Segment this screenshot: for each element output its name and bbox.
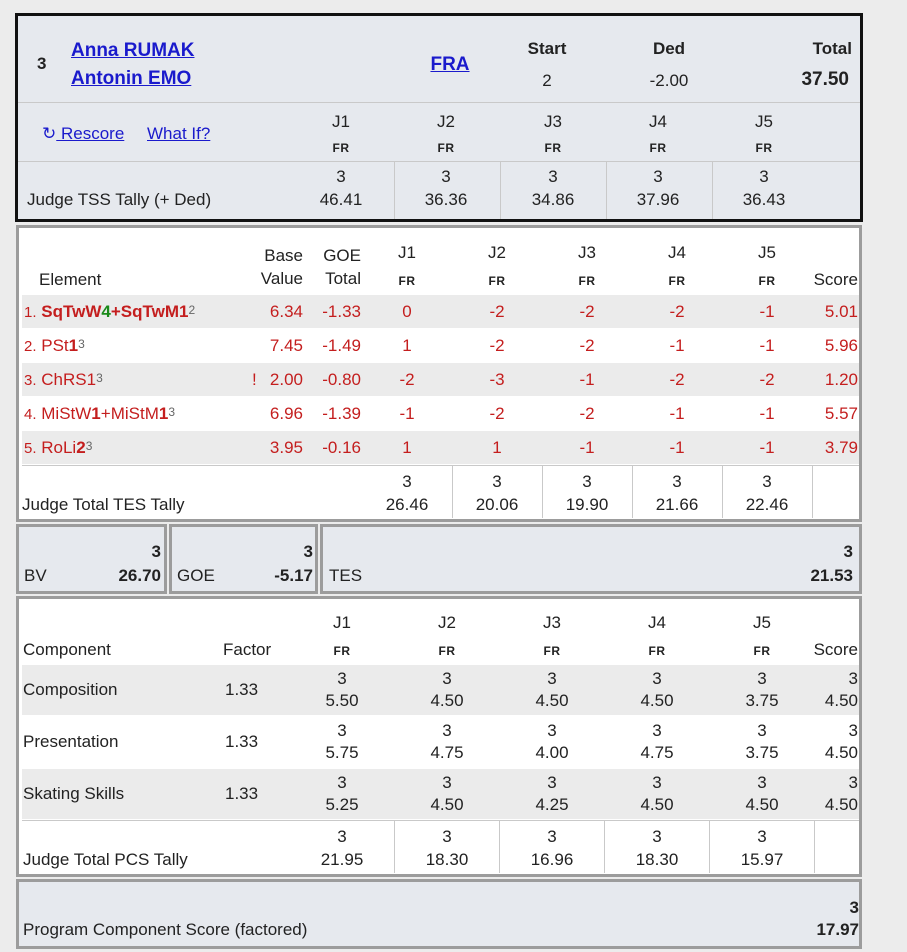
score-count: 3 [848,721,858,740]
element-code-part: RoLi [41,438,77,457]
judge-name: J4 [668,243,686,262]
element-code-part: 2 [76,438,86,457]
judge-goe: -2 [669,370,685,389]
judge-goe: 0 [402,302,412,321]
judge-goe: -1 [579,370,595,389]
judge-name: J1 [333,613,351,632]
pcs-value: 15.97 [740,850,784,869]
components-table [16,596,862,877]
judge-nation: FR [437,141,455,155]
divider [18,161,860,162]
element-code-part: +MiStM [100,404,159,423]
judge-count: 3 [337,721,347,740]
tes-value: 20.06 [475,495,519,514]
tes-summary [320,524,862,594]
judge-goe: -2 [399,370,415,389]
tes-label: TES [329,566,363,585]
judge-nation: FR [488,274,506,288]
judge-count: 3 [337,773,347,792]
row-band [22,431,859,464]
pcs-footer-label: Program Component Score (factored) [23,920,308,939]
judge-count: 3 [652,669,662,688]
judge-count: 3 [442,721,452,740]
judge-name: J1 [332,112,350,131]
judge-mark: 4.50 [430,691,464,710]
pcs-footer-value: 17.97 [816,920,859,939]
judge-name: J3 [543,613,561,632]
judge-goe: 1 [402,438,412,457]
element-number: 1. [24,304,37,321]
goe-total: -1.39 [322,404,361,423]
judge-goe: -1 [759,438,775,457]
judge-name: J5 [755,112,773,131]
bv-value: 26.70 [118,566,161,585]
component-score: 4.50 [824,691,858,710]
score-count: 3 [848,669,858,688]
element-code-part: 1 [91,404,101,423]
start-label: Start [527,39,567,58]
tss-count: 3 [653,167,663,186]
column-header-goe: GOE [323,246,361,265]
judge-count: 3 [757,773,767,792]
element-number: 3. [24,372,37,389]
judge-count: 3 [547,721,557,740]
judge-mark: 4.25 [535,795,569,814]
judge-name: J3 [544,112,562,131]
tes-count: 3 [582,472,592,491]
component-score: 4.50 [824,795,858,814]
element-number: 2. [24,338,37,355]
goe-count: 3 [303,542,313,561]
element-name [24,438,92,459]
judge-goe: -1 [759,336,775,355]
base-value-summary [16,524,167,594]
tss-value: 36.43 [742,190,786,209]
elements-table [16,225,862,522]
pcs-count: 3 [442,827,452,846]
component-name: Presentation [23,732,119,751]
element-code-part: MiStW [41,404,92,423]
element-code-part: ChRS1 [41,370,97,389]
judge-goe: -2 [489,302,505,321]
divider [394,162,395,219]
judge-nation: FR [755,141,773,155]
base-value: 7.45 [269,336,303,355]
pcs-count: 3 [757,827,767,846]
pcs-tally-label: Judge Total PCS Tally [23,850,188,869]
nation-link[interactable]: FRA [430,54,470,75]
row-band [22,363,859,396]
column-header-score: Score [813,270,858,289]
pcs-footer-count: 3 [849,898,859,917]
element-number: 4. [24,406,37,423]
tes-value: 19.90 [565,495,609,514]
judge-name: J4 [649,112,667,131]
skater-header-panel [15,13,863,222]
element-code-part: PSt [41,336,69,355]
column-header-element: Element [39,270,102,289]
column-header-component: Component [23,640,111,659]
rescore-button[interactable] [42,124,124,144]
skater-2-link[interactable]: Antonin EMO [71,68,192,89]
judge-goe: -3 [489,370,505,389]
judge-nation: FR [333,644,351,658]
element-number: 5. [24,440,37,457]
divider [712,162,713,219]
tes-count: 3 [492,472,502,491]
element-footnote: 3 [85,439,93,453]
judge-goe: -2 [669,302,685,321]
divider [499,821,500,873]
tes-value: 22.46 [745,495,789,514]
judge-count: 3 [757,721,767,740]
element-name [24,336,85,357]
element-score: 5.01 [824,302,858,321]
tss-value: 36.36 [424,190,468,209]
judge-nation: FR [649,141,667,155]
base-value: 6.34 [269,302,303,321]
judge-name: J4 [648,613,666,632]
divider [632,466,633,518]
goe-total: -0.80 [322,370,361,389]
tss-count: 3 [336,167,346,186]
total-label: Total [812,39,852,58]
divider [709,821,710,873]
judge-goe: -1 [669,336,685,355]
column-header-base: Value [260,269,303,288]
column-header-score: Score [813,640,858,659]
bv-count: 3 [151,542,161,561]
tss-value: 34.86 [531,190,575,209]
judge-goe: -1 [669,404,685,423]
divider [22,820,859,821]
tss-tally-label: Judge TSS Tally (+ Ded) [27,190,212,209]
judge-goe: 1 [402,336,412,355]
judge-name: J3 [578,243,596,262]
pcs-value: 16.96 [530,850,574,869]
program-component-score [16,879,862,949]
ded-label: Ded [652,39,686,58]
judge-mark: 5.25 [325,795,359,814]
judge-goe: -1 [759,404,775,423]
tes-value: 26.46 [385,495,429,514]
element-code-part: 1 [68,336,79,355]
divider [18,102,860,103]
divider [500,162,501,219]
judge-goe: -2 [489,336,505,355]
judge-nation: FR [753,644,771,658]
element-name [24,404,175,425]
base-value: 3.95 [269,438,303,457]
refresh-icon: ↻ [42,124,57,143]
goe-summary [169,524,318,594]
score-count: 3 [848,773,858,792]
element-code-part: 1 [158,404,169,423]
element-code-part: 4 [101,302,111,321]
base-value: 6.96 [269,404,303,423]
rank: 3 [37,54,47,73]
tss-value: 37.96 [636,190,680,209]
judge-mark: 4.50 [535,691,569,710]
divider [542,466,543,518]
judge-goe: -1 [579,438,595,457]
judge-count: 3 [652,721,662,740]
element-footnote: 3 [78,337,85,351]
judge-nation: FR [668,274,686,288]
judge-count: 3 [547,773,557,792]
judge-name: J1 [398,243,416,262]
element-score: 5.57 [824,404,858,423]
judge-mark: 4.75 [430,743,464,762]
element-code-part: SqTwW [41,302,102,321]
judge-goe: -2 [579,302,595,321]
component-name: Composition [23,680,118,699]
judge-nation: FR [544,141,562,155]
warning-flag: ! [252,370,257,389]
element-score: 1.20 [824,370,858,389]
judge-nation: FR [648,644,666,658]
element-code-part: +SqTwM [110,302,180,321]
goe-total: -1.33 [322,302,361,321]
judge-count: 3 [442,669,452,688]
judge-mark: 4.00 [535,743,569,762]
judge-nation: FR [578,274,596,288]
rescore-label: Rescore [60,124,125,143]
tss-count: 3 [759,167,769,186]
judge-goe: -2 [489,404,505,423]
divider [722,466,723,518]
judge-goe: -2 [579,404,595,423]
judge-goe: -1 [759,302,775,321]
judge-goe: -1 [399,404,415,423]
judge-goe: -2 [579,336,595,355]
element-code-part: 1 [179,302,189,321]
judge-mark: 4.50 [430,795,464,814]
divider [604,821,605,873]
judge-mark: 4.50 [640,795,674,814]
judge-mark: 5.50 [325,691,359,710]
element-footnote: 3 [96,371,103,385]
pcs-value: 21.95 [320,850,364,869]
judge-count: 3 [547,669,557,688]
judge-count: 3 [442,773,452,792]
judge-name: J5 [753,613,771,632]
component-factor: 1.33 [225,732,259,751]
judge-nation: FR [398,274,416,288]
pcs-count: 3 [547,827,557,846]
judge-mark: 4.50 [640,691,674,710]
ded-value: -2.00 [649,71,689,90]
component-name: Skating Skills [23,784,125,803]
tss-count: 3 [441,167,451,186]
tes-count: 3 [762,472,772,491]
tes-count: 3 [843,542,853,561]
column-header-factor: Factor [223,640,272,659]
goe-value: -5.17 [274,566,313,585]
element-name [24,370,103,391]
divider [812,466,813,518]
divider [22,465,859,466]
judge-mark: 3.75 [745,691,779,710]
judge-nation: FR [758,274,776,288]
component-score: 4.50 [824,743,858,762]
judge-name: J2 [438,613,456,632]
divider [452,466,453,518]
judge-nation: FR [543,644,561,658]
element-footnote: 3 [168,405,176,419]
judge-goe: 1 [492,438,502,457]
base-value: 2.00 [269,370,303,389]
divider [394,821,395,873]
column-header-goe: Total [325,269,361,288]
component-factor: 1.33 [225,784,259,803]
tes-value: 21.66 [655,495,699,514]
tes-count: 3 [672,472,682,491]
pcs-value: 18.30 [425,850,469,869]
tes-count: 3 [402,472,412,491]
element-footnote: 2 [188,303,196,317]
tes-value: 21.53 [810,566,853,585]
tes-tally-label: Judge Total TES Tally [22,495,185,514]
divider [814,821,815,873]
judge-nation: FR [332,141,350,155]
total-value: 37.50 [801,69,849,90]
judge-mark: 4.50 [745,795,779,814]
judge-mark: 3.75 [745,743,779,762]
skater-1-link[interactable]: Anna RUMAK [71,40,195,61]
judge-mark: 5.75 [325,743,359,762]
goe-total: -0.16 [322,438,361,457]
judge-count: 3 [757,669,767,688]
pcs-value: 18.30 [635,850,679,869]
component-factor: 1.33 [225,680,259,699]
judge-count: 3 [652,773,662,792]
column-header-base: Base [264,246,303,265]
judge-nation: FR [438,644,456,658]
element-score: 3.79 [824,438,858,457]
divider [606,162,607,219]
judge-name: J2 [437,112,455,131]
what-if-link[interactable]: What If? [147,124,211,143]
judge-count: 3 [337,669,347,688]
pcs-count: 3 [337,827,347,846]
bv-label: BV [24,566,47,585]
goe-total: -1.49 [322,336,361,355]
judge-goe: -1 [669,438,685,457]
tss-count: 3 [548,167,558,186]
pcs-count: 3 [652,827,662,846]
judge-mark: 4.75 [640,743,674,762]
judge-goe: -2 [759,370,775,389]
element-score: 5.96 [824,336,858,355]
goe-label: GOE [177,566,215,585]
tss-value: 46.41 [319,190,363,209]
start-value: 2 [542,71,552,90]
element-name [24,302,195,323]
judge-name: J2 [488,243,506,262]
judge-name: J5 [758,243,776,262]
